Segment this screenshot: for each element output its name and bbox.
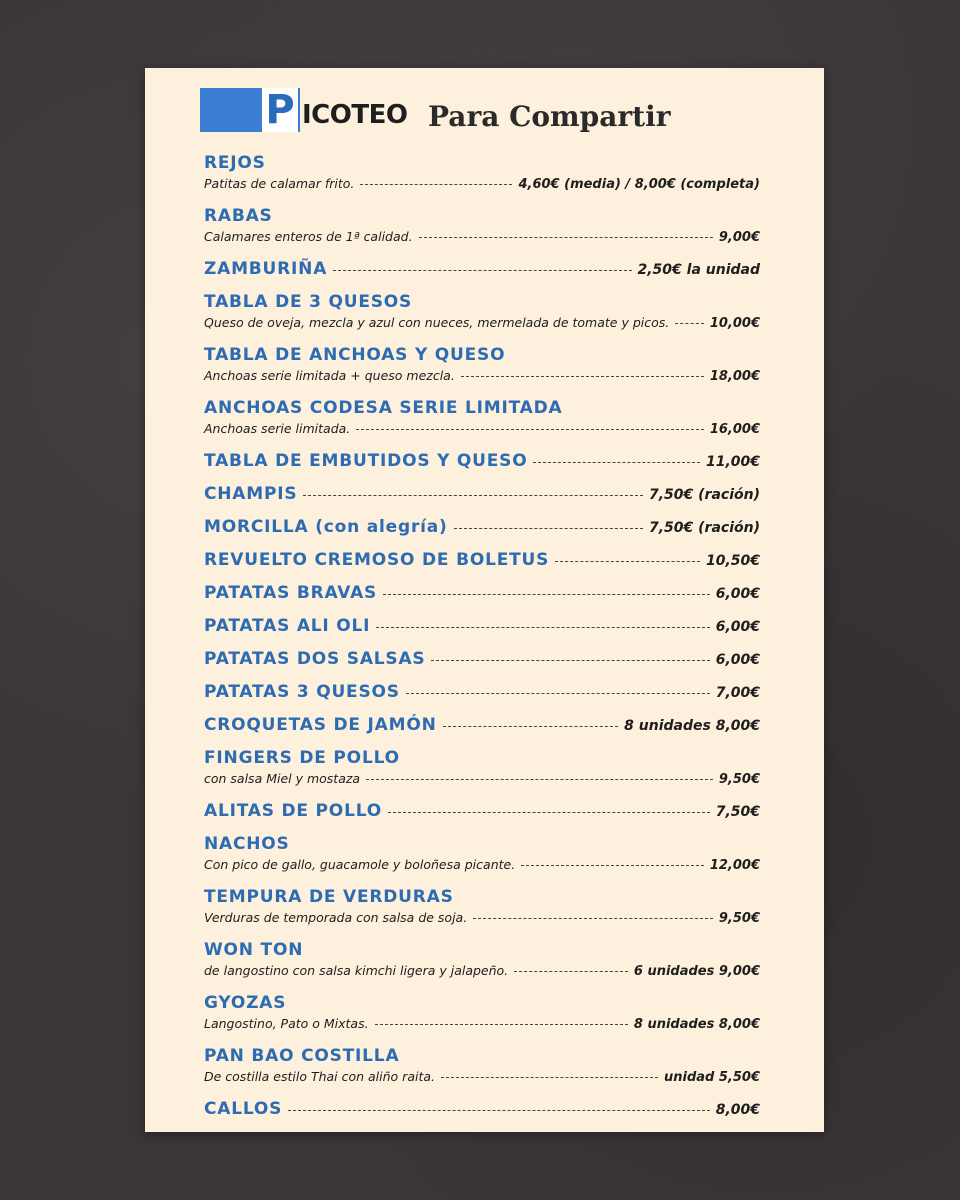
item-name: ALITAS DE POLLO bbox=[204, 801, 382, 821]
menu-item bbox=[204, 205, 760, 248]
item-description: Langostino, Pato o Mixtas. bbox=[204, 1016, 369, 1031]
dotted-leader bbox=[555, 561, 700, 562]
item-name: PATATAS BRAVAS bbox=[204, 583, 378, 603]
item-price: 10,50€ bbox=[705, 553, 760, 569]
dotted-leader bbox=[533, 462, 699, 463]
item-name: GYOZAS bbox=[204, 993, 287, 1013]
dotted-leader bbox=[366, 779, 713, 780]
dotted-leader bbox=[454, 528, 643, 529]
item-price: 6,00€ bbox=[715, 652, 760, 668]
item-description: Con pico de gallo, guacamole y boloñesa picante. bbox=[204, 857, 516, 872]
item-price: 9,50€ bbox=[718, 772, 760, 787]
item-price: 7,50€ (ración) bbox=[649, 487, 760, 503]
item-price: 11,00€ bbox=[705, 454, 760, 470]
item-price: 6,00€ bbox=[715, 586, 760, 602]
item-price: 7,50€ bbox=[715, 804, 760, 820]
item-name: CALLOS bbox=[204, 1099, 283, 1119]
menu-item bbox=[204, 483, 760, 505]
item-description: De costilla estilo Thai con aliño raita. bbox=[204, 1069, 435, 1084]
item-name: TABLA DE 3 QUESOS bbox=[204, 292, 413, 312]
item-price: 8,00€ bbox=[715, 1102, 760, 1118]
dotted-leader bbox=[333, 270, 631, 271]
item-description: con salsa Miel y mostaza bbox=[204, 771, 361, 786]
item-price: 8 unidades 8,00€ bbox=[624, 718, 760, 734]
dotted-leader bbox=[675, 323, 704, 324]
dotted-leader bbox=[383, 594, 710, 595]
item-name: ZAMBURIÑA bbox=[204, 259, 328, 279]
item-price: 16,00€ bbox=[709, 422, 760, 437]
dotted-leader bbox=[356, 429, 704, 430]
item-name: PATATAS 3 QUESOS bbox=[204, 682, 400, 702]
item-name: CHAMPIS bbox=[204, 484, 298, 504]
menu-item bbox=[204, 1098, 760, 1120]
item-description: Anchoas serie limitada + queso mezcla. bbox=[204, 368, 455, 383]
menu-item bbox=[204, 681, 760, 703]
item-price: 9,50€ bbox=[718, 911, 760, 926]
dotted-leader bbox=[419, 237, 713, 238]
dotted-leader bbox=[514, 971, 628, 972]
menu-item bbox=[204, 615, 760, 637]
item-price: 9,00€ bbox=[718, 230, 760, 245]
menu-items-list bbox=[204, 152, 760, 1120]
item-price: 7,00€ bbox=[715, 685, 760, 701]
dotted-leader bbox=[288, 1110, 710, 1111]
header-subtitle: Para Compartir bbox=[428, 100, 671, 133]
item-price: 2,50€ la unidad bbox=[637, 262, 760, 278]
item-name: ANCHOAS CODESA SERIE LIMITADA bbox=[204, 398, 563, 418]
header-title: ICOTEO bbox=[302, 100, 408, 130]
item-name: RABAS bbox=[204, 206, 273, 226]
dotted-leader bbox=[360, 184, 512, 185]
dotted-leader bbox=[303, 495, 643, 496]
item-price: 8 unidades 8,00€ bbox=[633, 1017, 760, 1032]
menu-item bbox=[204, 992, 760, 1035]
item-name: TABLA DE ANCHOAS Y QUESO bbox=[204, 345, 506, 365]
menu-item bbox=[204, 1045, 760, 1088]
item-description: Anchoas serie limitada. bbox=[204, 421, 351, 436]
item-name: MORCILLA (con alegría) bbox=[204, 517, 448, 537]
item-price: unidad 5,50€ bbox=[664, 1070, 760, 1085]
dotted-leader bbox=[375, 1024, 628, 1025]
item-price: 6 unidades 9,00€ bbox=[633, 964, 760, 979]
item-description: de langostino con salsa kimchi ligera y jalapeño. bbox=[204, 963, 509, 978]
dotted-leader bbox=[431, 660, 709, 661]
dotted-leader bbox=[388, 812, 710, 813]
dotted-leader bbox=[376, 627, 709, 628]
menu-item bbox=[204, 886, 760, 929]
menu-header bbox=[200, 88, 760, 134]
item-description: Calamares enteros de 1ª calidad. bbox=[204, 229, 413, 244]
dotted-leader bbox=[441, 1077, 658, 1078]
item-name: TABLA DE EMBUTIDOS Y QUESO bbox=[204, 451, 528, 471]
menu-item bbox=[204, 800, 760, 822]
item-name: PATATAS ALI OLI bbox=[204, 616, 371, 636]
dotted-leader bbox=[443, 726, 619, 727]
menu-item bbox=[204, 747, 760, 790]
menu-item bbox=[204, 152, 760, 195]
menu-item bbox=[204, 549, 760, 571]
dotted-leader bbox=[521, 865, 704, 866]
menu-card bbox=[145, 68, 824, 1132]
menu-item bbox=[204, 344, 760, 387]
dotted-leader bbox=[473, 918, 713, 919]
item-name: REVUELTO CREMOSO DE BOLETUS bbox=[204, 550, 550, 570]
item-description: Queso de oveja, mezcla y azul con nueces, mermelada de tomate y picos. bbox=[204, 315, 670, 330]
menu-item bbox=[204, 833, 760, 876]
dotted-leader bbox=[406, 693, 710, 694]
item-name: NACHOS bbox=[204, 834, 290, 854]
menu-item bbox=[204, 648, 760, 670]
dotted-leader bbox=[461, 376, 704, 377]
menu-item bbox=[204, 516, 760, 538]
menu-item bbox=[204, 291, 760, 334]
item-description: Verduras de temporada con salsa de soja. bbox=[204, 910, 468, 925]
menu-item bbox=[204, 258, 760, 280]
item-price: 10,00€ bbox=[709, 316, 760, 331]
item-price: 12,00€ bbox=[709, 858, 760, 873]
item-name: WON TON bbox=[204, 940, 304, 960]
menu-item bbox=[204, 582, 760, 604]
menu-item bbox=[204, 939, 760, 982]
item-price: 6,00€ bbox=[715, 619, 760, 635]
item-name: PAN BAO COSTILLA bbox=[204, 1046, 400, 1066]
item-name: REJOS bbox=[204, 153, 266, 173]
item-price: 18,00€ bbox=[709, 369, 760, 384]
header-initial: P bbox=[262, 88, 298, 132]
item-price: 7,50€ (ración) bbox=[649, 520, 760, 536]
item-name: FINGERS DE POLLO bbox=[204, 748, 400, 768]
item-description: Patitas de calamar frito. bbox=[204, 176, 355, 191]
menu-item bbox=[204, 714, 760, 736]
item-price: 4,60€ (media) / 8,00€ (completa) bbox=[518, 177, 760, 192]
item-name: CROQUETAS DE JAMÓN bbox=[204, 715, 437, 735]
menu-item bbox=[204, 397, 760, 440]
item-name: TEMPURA DE VERDURAS bbox=[204, 887, 454, 907]
menu-item bbox=[204, 450, 760, 472]
item-name: PATATAS DOS SALSAS bbox=[204, 649, 426, 669]
